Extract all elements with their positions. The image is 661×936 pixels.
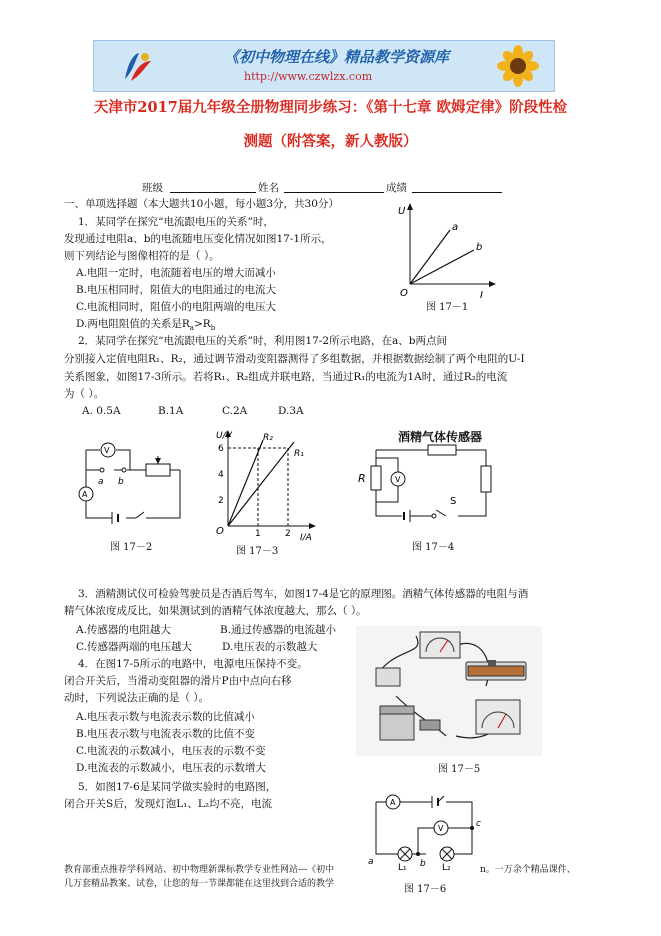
voltmeter-label: V [438,824,444,833]
page-title-line2: 测题（附答案，新人教版） [243,133,418,150]
class-field[interactable] [170,192,256,193]
q1-option-a: A.电阻一定时，电流随着电压的增大而减小 [76,267,276,279]
q2-line: 关系图象，如图17-3所示。若将R₁、R₂组成并联电路，当通过R₁的电流为1A时，通过R₂的电流 [64,371,508,383]
page-title-line1: 天津市2017届九年级全册物理同步练习：《第十七章 欧姆定律》阶段性检 [93,99,568,116]
x-tick: 1 [255,529,261,539]
axis-u-label: U [398,206,406,217]
figure-17-4-circuit [350,440,510,530]
ammeter-label: A [390,798,396,807]
class-label: 班级 [142,182,163,194]
footer-line1-tail: n。一万余个精品课件、 [480,865,576,875]
footer-line2: 几万套精品教案、试卷，让您的每一节课都能在这里找到合适的教学 [64,879,335,889]
figure-17-6-circuit [362,788,512,870]
lamp-l2-label: L₂ [442,863,451,870]
q4-line: 动时，下列说法正确的是（ ）。 [64,692,210,704]
banner-title: 《初中物理在线》精品教学资源库 [224,48,450,66]
point-b-label: b [420,859,426,869]
x-axis-label: I/A [300,533,312,543]
line-r1 [228,442,294,526]
lamp-l1-label: L₁ [398,863,407,870]
ammeter-label: A [82,490,88,499]
point-b-label: b [118,477,124,487]
voltmeter-label: V [395,475,401,484]
x-tick: 2 [285,529,291,539]
q4-option-d: D.电流表的示数减小，电压表的示数增大 [76,762,266,774]
r2-label: R₂ [263,433,273,443]
q3-line: 3．酒精测试仪可检验驾驶员是否酒后驾车，如图17-4是它的原理图。酒精气体传感器的电阻与酒 [78,588,529,600]
q4-option-a: A.电压表示数与电流表示数的比值减小 [76,711,255,723]
curve-b-label: b [476,242,483,253]
point-a-label: a [98,477,104,487]
point-a-label: a [368,857,374,867]
q2-line: 分别接入定值电阻R₁、R₂，通过调节滑动变阻器测得了多组数据，并根据数据绘制了两个电阻的U-I [64,353,525,365]
q2-option-c: C.2A [222,405,248,417]
score-field[interactable] [412,192,502,193]
sunflower-icon [488,45,548,87]
figure-17-3-graph [208,426,328,546]
q3-option-d: D.电压表的示数越大 [222,641,318,653]
q4-line: 4．在图17-5所示的电路中，电源电压保持不变。 [78,658,308,670]
q2-option-d: D.3A [278,405,304,417]
q1-line: 1．某同学在探究“电流跟电压的关系”时， [78,216,274,228]
header-banner [93,40,555,92]
y-axis-label: U/V [216,431,232,441]
q2-option-b: B.1A [158,405,184,417]
q3-option-a: A.传感器的电阻越大 [76,624,171,636]
point-c-label: c [476,819,481,829]
q5-line: 闭合开关S后，发现灯泡L₁、L₂均不亮，电流 [64,798,273,810]
q4-line: 闭合开关后，当滑动变阻器的滑片P由中点向右移 [64,675,292,687]
figure-17-5-caption: 图 17－5 [438,764,481,775]
q4-option-c: C.电流表的示数减小，电压表的示数不变 [76,745,266,757]
figure-17-6-caption: 图 17－6 [404,884,447,895]
origin-label: O [216,526,224,537]
figure-17-4-caption: 图 17－4 [412,542,455,553]
q1-option-d: D.两电阻阻值的关系是$R_a>R_b$ [76,318,216,333]
y-tick: 6 [218,444,224,454]
figure-17-1-graph [392,200,502,310]
figure-17-5-apparatus [356,626,542,756]
figure-17-1-caption: 图 17－1 [426,302,469,313]
r1-label: R₁ [294,449,304,459]
section-heading: 一、单项选择题（本大题共10小题，每小题3分，共30分） [64,198,339,210]
q4-option-b: B.电压表示数与电流表示数的比值不变 [76,728,256,740]
y-tick: 4 [218,470,224,480]
origin-label: O [400,288,408,299]
q3-line: 精气体浓度成反比，如果测试到的酒精气体浓度越大，那么（ ）。 [64,605,367,617]
q3-option-b: B.通过传感器的电流越小 [220,624,337,636]
axis-i-label: I [480,290,483,301]
q1-line: 则下列结论与图像相符的是（ ）。 [64,250,220,262]
figure-17-2-caption: 图 17－2 [110,542,153,553]
q2-line: 2．某同学在探究“电流跟电压的关系”时，利用图17-2所示电路，在a、b两点间 [78,335,447,347]
curve-a-label: a [452,222,459,233]
figure-17-3-caption: 图 17－3 [236,546,279,557]
resistor-r-label: R [358,472,366,485]
switch-s-label: S [450,496,457,507]
figure-17-2-circuit [72,440,202,530]
q1-option-c: C.电流相同时，阻值小的电阻两端的电压大 [76,301,276,313]
line-b [410,250,474,284]
footer-line1: 教育部重点推荐学科网站、初中物理新课标教学专业性网站---《初中 [64,865,335,875]
q1-line: 发现通过电阻a、b的电流随电压变化情况如图17-1所示， [64,233,332,245]
q2-line: 为（ ）。 [64,388,105,400]
name-field[interactable] [284,192,384,193]
q2-option-a: A. 0.5A [82,405,121,417]
q1-option-b: B.电压相同时，阻值大的电阻通过的电流大 [76,284,277,296]
banner-url[interactable]: http://www.czwlzx.com [244,70,373,83]
line-a [410,230,450,284]
voltmeter-label: V [104,446,110,455]
q3-option-c: C.传感器两端的电压越大 [76,641,192,653]
site-logo-icon [119,49,155,85]
name-label: 姓名 [258,182,279,194]
y-tick: 2 [218,496,224,506]
score-label: 成绩 [386,182,407,194]
figure-17-4-title: 酒精气体传感器 [398,430,483,444]
q5-line: 5．如图17-6是某同学做实验时的电路图， [78,781,277,793]
